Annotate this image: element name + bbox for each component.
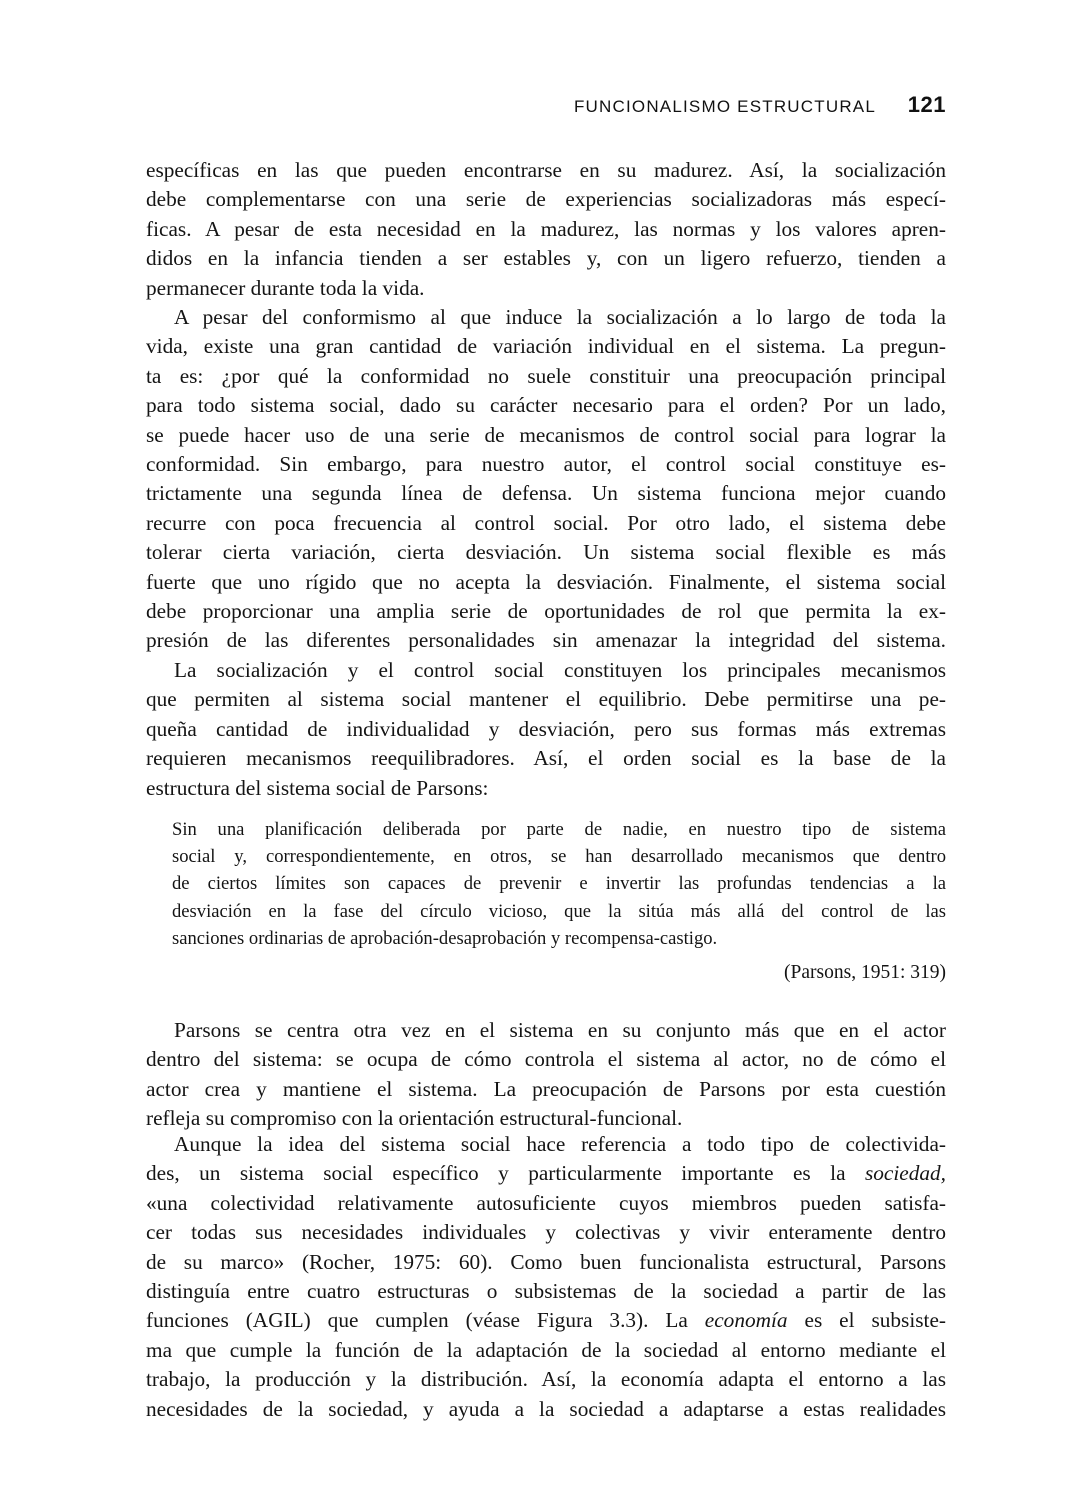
text-line: [146, 1306, 946, 1335]
text-line: Aunque la idea del sistema social hace referencia a todo tipo de colectivida-: [174, 1132, 946, 1156]
text-line: se puede hacer uso de una serie de mecanismos de control social para lograr la: [146, 422, 946, 447]
text-line: tolerar cierta variación, cierta desviación. Un sistema social flexible es más: [146, 540, 946, 565]
text-line: debe complementarse con una serie de experiencias socializadoras más especí-: [146, 187, 946, 212]
text-line: «una colectividad relativamente autosuficiente cuyos miembros pueden satisfa-: [146, 1190, 946, 1215]
text-line: dentro del sistema: se ocupa de cómo controla el sistema al actor, no de cómo el: [146, 1047, 946, 1072]
quote-line: social y, correspondientemente, en otros, se han desarrollado mecanismos que dentro: [172, 846, 946, 868]
paragraph-socialization: [146, 656, 946, 803]
text-segment: funciones (AGIL) que cumplen (véase Figura 3.3). La: [146, 1308, 705, 1333]
text-segment: es el subsiste-: [787, 1308, 946, 1333]
quote-line: Sin una planificación deliberada por parte de nadie, en nuestro tipo de sistema: [172, 819, 946, 840]
text-line: requieren mecanismos reequilibradores. Así, el orden social es la base de la: [146, 746, 946, 771]
text-line: fuerte que uno rígido que no acepta la desviación. Finalmente, el sistema social: [146, 569, 946, 594]
text-line: ma que cumple la función de la adaptación de la sociedad al entorno mediante el: [146, 1337, 946, 1362]
text-line: recurre con poca frecuencia al control social. Por otro lado, el sistema debe: [146, 510, 946, 535]
text-line: distinguía entre cuatro estructuras o subsistemas de la sociedad a partir de las: [146, 1279, 946, 1304]
text-line: trabajo, la producción y la distribución. Así, la economía adapta el entorno a las: [146, 1367, 946, 1392]
text-line: trictamente una segunda línea de defensa. Un sistema funciona mejor cuando: [146, 481, 946, 506]
text-line: refleja su compromiso con la orientación estructural-funcional.: [146, 1106, 683, 1131]
text-line: para todo sistema social, dado su carácter necesario para el orden? Por un lado,: [146, 393, 946, 418]
text-line: cer todas sus necesidades individuales y colectivas y vivir enteramente dentro: [146, 1220, 946, 1245]
quote-line: sanciones ordinarias de aprobación-desaprobación y recompensa-castigo.: [172, 927, 718, 949]
italic-term-economia: economía: [704, 1308, 788, 1333]
text-line: permanecer durante toda la vida.: [146, 275, 425, 300]
text-line: La socialización y el control social constituyen los principales mecanismos: [174, 658, 946, 682]
quote-citation: (Parsons, 1951: 319): [784, 962, 946, 983]
text-line: conformidad. Sin embargo, para nuestro autor, el control social constituye es-: [146, 452, 946, 477]
text-line: presión de las diferentes personalidades sin amenazar la integridad del sistema.: [146, 628, 946, 653]
text-line: didos en la infancia tienden a ser estables y, con un ligero refuerzo, tienden a: [146, 246, 946, 271]
text-line: específicas en las que pueden encontrarse en su madurez. Así, la socialización: [146, 158, 946, 182]
quote-line: de ciertos límites son capaces de prevenir e invertir las profundas tendencias a la: [172, 873, 946, 895]
paragraph-society: [146, 1130, 946, 1424]
text-line: Parsons se centra otra vez en el sistema en su conjunto más que en el actor: [174, 1018, 946, 1042]
text-line: A pesar del conformismo al que induce la socialización a lo largo de toda la: [174, 305, 946, 329]
text-line: queña cantidad de individualidad y desviación, pero sus formas más extremas: [146, 716, 946, 741]
text-line: necesidades de la sociedad, y ayuda a la sociedad a adaptarse a estas realidades: [146, 1396, 946, 1421]
paragraph-parsons-focus: [146, 1016, 946, 1134]
paragraph-conformity: [146, 303, 946, 656]
page-number: 121: [907, 92, 946, 117]
text-line: debe proporcionar una amplia serie de oportunidades de rol que permita la ex-: [146, 599, 946, 624]
text-line: actor crea y mantiene el sistema. La preocupación de Parsons por esta cuestión: [146, 1076, 946, 1101]
text-line: estructura del sistema social de Parsons:: [146, 775, 489, 800]
text-segment: des, un sistema social específico y particularmente importante es la: [146, 1161, 865, 1186]
italic-term-sociedad: sociedad,: [864, 1161, 946, 1186]
block-quote: [172, 816, 946, 952]
paragraph-continuation: [146, 156, 946, 303]
running-header: [574, 92, 946, 118]
text-line: [146, 1159, 946, 1188]
chapter-title: FUNCIONALISMO ESTRUCTURAL: [573, 97, 876, 116]
text-line: de su marco» (Rocher, 1975: 60). Como buen funcionalista estructural, Parsons: [146, 1249, 946, 1274]
text-line: ficas. A pesar de esta necesidad en la madurez, las normas y los valores apren-: [146, 216, 946, 241]
text-line: ta es: ¿por qué la conformidad no suele constituir una preocupación principal: [146, 363, 946, 388]
quote-line: desviación en la fase del círculo vicioso, que la sitúa más allá del control de las: [172, 900, 946, 922]
text-line: vida, existe una gran cantidad de variación individual en el sistema. La pregun-: [146, 334, 946, 359]
text-line: que permiten al sistema social mantener el equilibrio. Debe permitirse una pe-: [146, 687, 946, 712]
